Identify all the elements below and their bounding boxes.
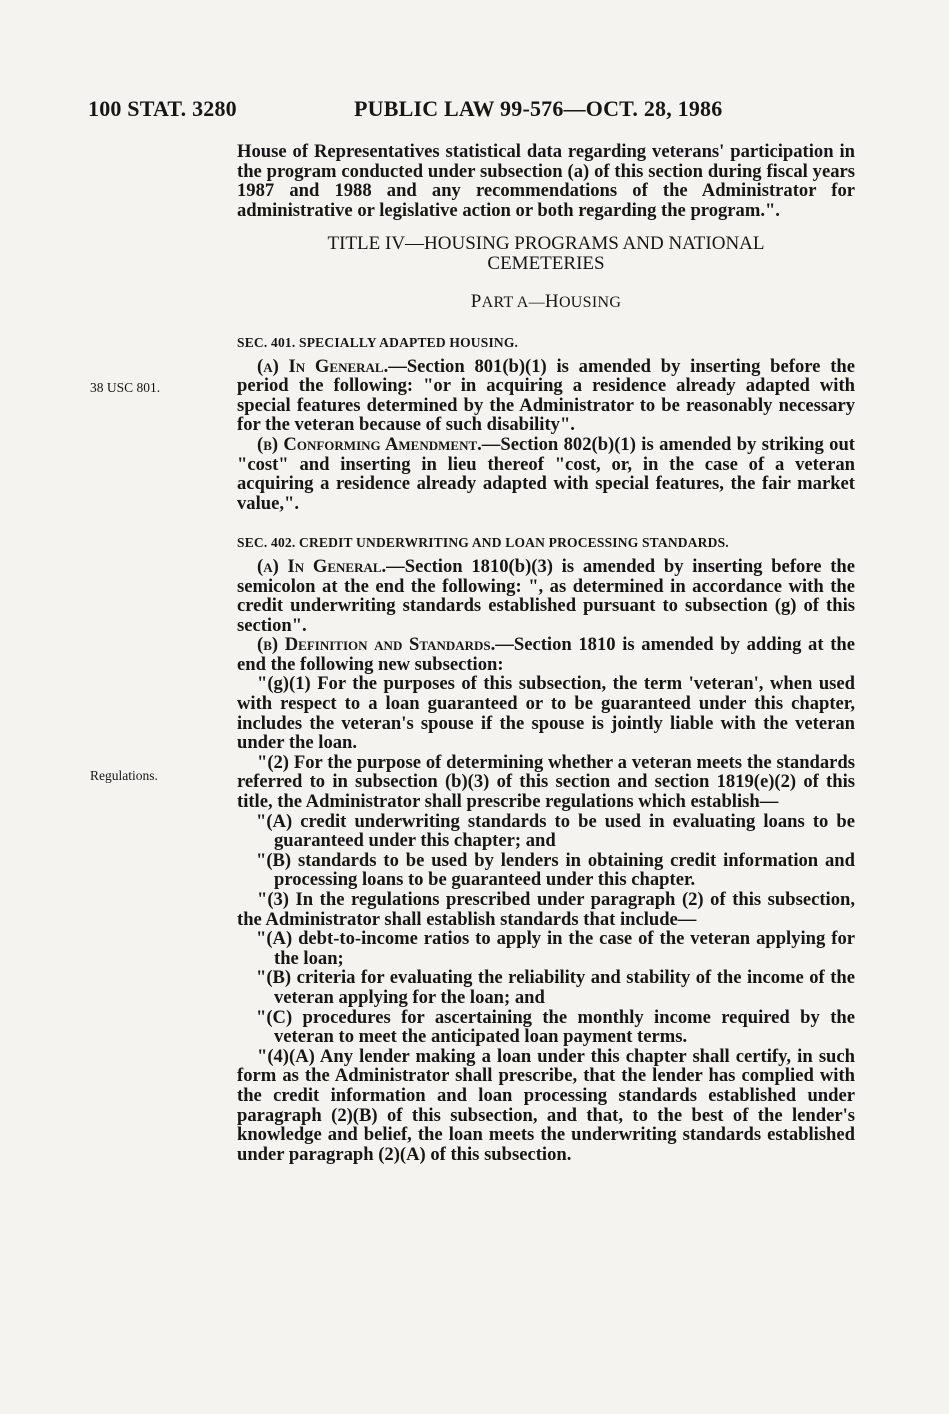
sec-402-heading: SEC. 402. CREDIT UNDERWRITING AND LOAN PROCESSING STANDARDS. xyxy=(237,535,729,551)
paragraph-2b: "(B) standards to be used by lenders in obtaining credit information and processing loans to be guaranteed under this chapter. xyxy=(256,849,855,891)
part-a-h: H xyxy=(544,291,559,313)
paragraph-3a: "(A) debt-to-income ratios to apply in the case of the veteran applying for the loan; xyxy=(256,928,855,969)
part-a-rest2: OUSING xyxy=(558,294,622,312)
paragraph-4a: "(4)(A) Any lender making a loan under this chapter shall certify, in such form as the Administrator shall prescribe, that the lender has complied with the credit information and loan processing standards established under paragraph (2)(B) of this subsection, and that, to the best of the lender's knowledge and belief, the loan meets the underwriting standards established under paragraph (2)(A) of this subsection. xyxy=(237,1045,855,1165)
margin-note-regulations: Regulations. xyxy=(90,768,158,783)
paragraph-3: "(3) In the regulations prescribed under paragraph (2) of this subsection, the Administrator shall establish standards that include— xyxy=(237,889,855,930)
paragraph-3b: "(B) criteria for evaluating the reliability and stability of the income of the veteran applying for the loan; and xyxy=(256,967,855,1008)
document-body xyxy=(237,142,855,1164)
paragraph-g1: "(g)(1) For the purposes of this subsection, the term 'veteran', when used with respect to a loan guaranteed or to be guaranteed under this chapter, includes the veteran's spouse if the spouse is jointly liable with the veteran under the loan. xyxy=(237,673,855,754)
intro-paragraph: House of Representatives statistical data regarding veterans' participation in the program conducted under subsection (a) of this section during fiscal years 1987 and 1988 and any recommendations of the Administrator for administrative or legislative action or both regarding the program.". xyxy=(237,141,855,221)
sec-402-a-label: (a) In General. xyxy=(257,555,387,577)
sec-402-a xyxy=(237,557,855,635)
title-iv-line2: CEMETERIES xyxy=(487,253,605,275)
sec-402-b-text: —Section 1810 is amended by adding at the end the following new subsection: xyxy=(237,634,855,675)
sec-401-heading: SEC. 401. SPECIALLY ADAPTED HOUSING. xyxy=(237,334,519,350)
sec-401-a-label: (a) In General. xyxy=(257,355,389,377)
sec-401-b-label: (b) Conforming Amendment. xyxy=(257,433,482,455)
sec-402-a-text: —Section 1810(b)(3) is amended by inserting before the semicolon at the end the following: ", as determined in accordance with the credit underwriting standards established pursuant to subsection (g) of this section". xyxy=(237,555,855,636)
sec-401-a xyxy=(237,357,855,435)
part-a-heading xyxy=(237,292,855,313)
page-header xyxy=(88,96,723,122)
part-a-p: P xyxy=(470,291,482,313)
paragraph-2: "(2) For the purpose of determining whether a veteran meets the standards referred to in subsection (b)(3) of this section and section 1819(e)(2) of this title, the Administrator shall prescribe regulations which establish— xyxy=(237,751,855,813)
part-a-rest1: ART A— xyxy=(481,294,545,312)
law-title: PUBLIC LAW 99-576—OCT. 28, 1986 xyxy=(354,96,723,121)
paragraph-2a: "(A) credit underwriting standards to be used in evaluating loans to be guaranteed under this chapter; and xyxy=(256,810,855,852)
page-number: 100 STAT. 3280 xyxy=(88,96,237,121)
sec-402-b-label: (b) Definition and Standards. xyxy=(257,634,496,656)
sec-402-b xyxy=(237,635,855,674)
margin-note-usc: 38 USC 801. xyxy=(90,380,161,395)
sec-401-b-text: —Section 802(b)(1) is amended by striking out "cost" and inserting in lieu thereof "cost, or, in the case of a veteran acquiring a residence already adapted with special features, the fair market value,". xyxy=(237,433,855,514)
title-iv-heading xyxy=(237,234,855,274)
sec-401-b xyxy=(237,435,855,513)
sec-401-a-text: —Section 801(b)(1) is amended by inserting before the period the following: "or in acquiring a residence already adapted with special features determined by the Administrator to be reasonably necessary for the veteran because of such disability". xyxy=(237,355,855,436)
paragraph-3c: "(C) procedures for ascertaining the monthly income required by the veteran to meet the anticipated loan payment terms. xyxy=(256,1006,855,1048)
title-iv-line1: TITLE IV—HOUSING PROGRAMS AND NATIONAL xyxy=(327,233,765,255)
